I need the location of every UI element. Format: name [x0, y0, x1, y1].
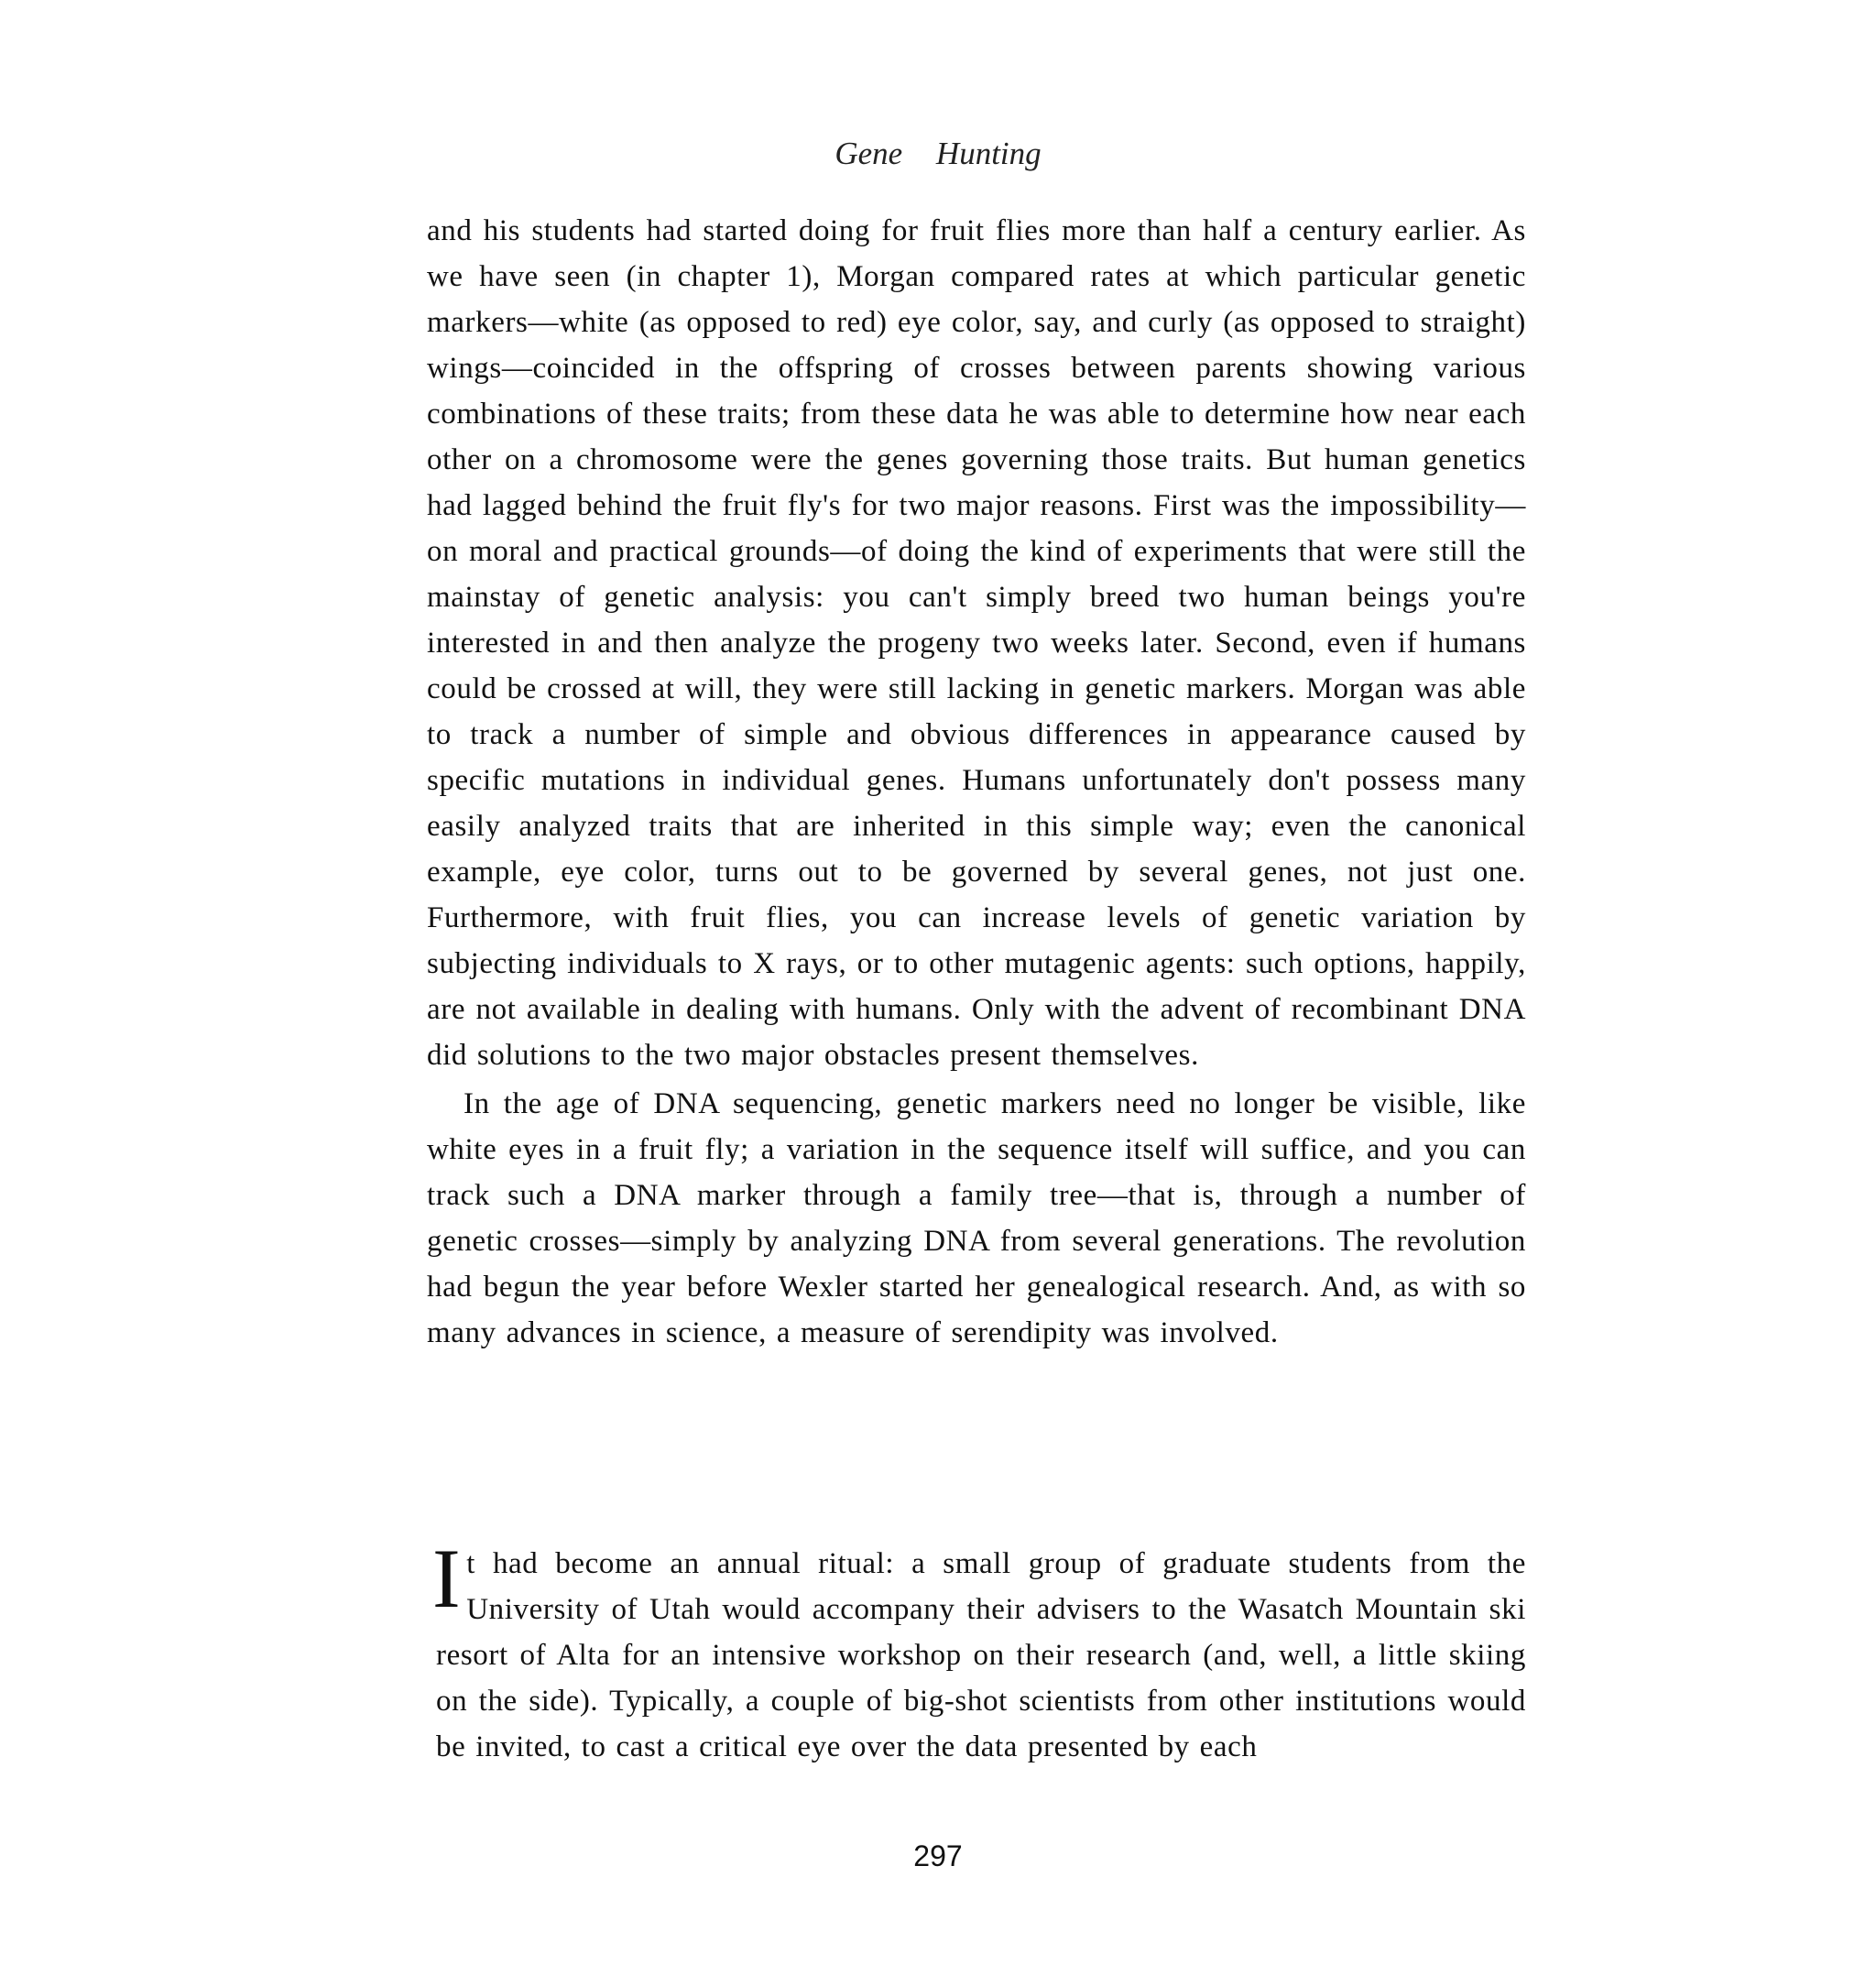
body-paragraph-2: In the age of DNA sequencing, genetic markers need no longer be visible, like white eyes in a fruit fly; a variation in the sequence itself will suffice, and you can track such a DNA marker through a family tree—that is, through a number of genetic crosses—simply by analyzing DNA from several generations. The revolution had begun the year before Wexler started her genealogical research. And, as with so many advances in science, a measure of serendipity was involved. — [427, 1087, 1526, 1349]
page-number: 297 — [913, 1839, 963, 1872]
new-section — [432, 1532, 1526, 1770]
running-head: Gene Hunting — [834, 136, 1042, 171]
body-paragraph-1: and his students had started doing for fruit flies more than half a century earlier. As we have seen (in chapter 1), Morgan compared rates at which particular genetic markers—white (as opposed to red) eye color, say, and curly (as opposed to straight) wings—coincided in the offspring of crosses between parents showing various combinations of these traits; from these data he was able to determine how near each other on a chromosome were the genes governing those traits. But human genetics had lagged behind the fruit fly's for two major reasons. First was the impossibility—on moral and practical grounds—of doing the kind of experiments that were still the mainstay of genetic analysis: you can't simply breed two human beings you're interested in and then analyze the progeny two weeks later. Second, even if humans could be crossed at will, they were still lacking in genetic markers. Morgan was able to track a number of simple and obvious differences in appearance caused by specific mutations in individual genes. Humans unfortunately don't possess many easily analyzed traits that are inherited in this simple way; even the canonical example, eye color, turns out to be governed by several genes, not just one. Furthermore, with fruit flies, you can increase levels of genetic variation by subjecting individuals to X rays, or to other mutagenic agents: such options, happily, are not available in dealing with humans. Only with the advent of recombinant DNA did solutions to the two major obstacles present themselves. — [427, 214, 1526, 1072]
body-text — [427, 208, 1526, 1356]
section-paragraph-text: t had become an annual ritual: a small group of graduate students from the University of Utah would accompany their advisers to the Wasatch Mountain ski resort of Alta for an intensive workshop on their research (and, well, a little skiing on the side). Typically, a couple of big-shot scientists from other institutions would be invited, to cast a critical eye over the data presented by each — [436, 1547, 1526, 1763]
drop-cap: I — [432, 1532, 462, 1625]
section-paragraph — [432, 1532, 1526, 1770]
